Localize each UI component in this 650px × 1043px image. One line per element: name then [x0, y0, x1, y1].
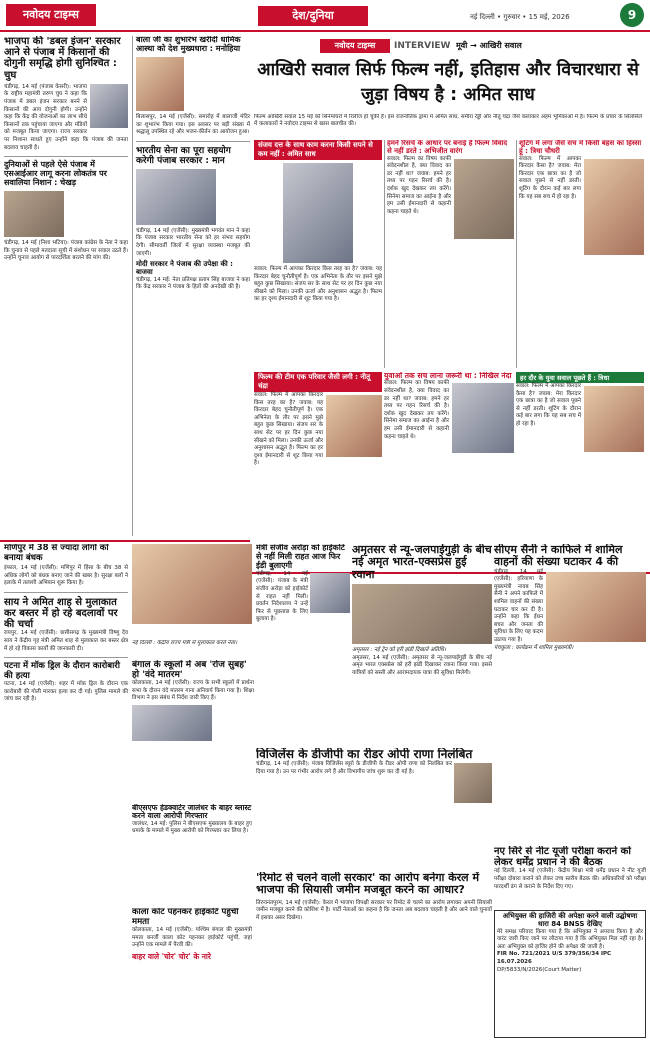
interview-band-3 [516, 372, 644, 568]
story-headline: दुनियाओं से पहले ऐसे पंजाब में एसआईआर लागू करना लोकतंत्र पर सवालिया निशान : चेखड़ [4, 160, 107, 187]
news-photo [132, 705, 212, 741]
story-headline: मोदी सरकार ने पंजाब की उपेक्षा की : बाजवा [136, 260, 233, 277]
story-remote [256, 872, 492, 1038]
news-photo [132, 544, 252, 624]
masthead-logo: नवोदय टाइम्स [6, 4, 96, 26]
story-body: पटना, 14 मई (एजेंसी): शहर में मॉक ड्रिल के दौरान एक कारोबारी की गोली मारकर हत्या कर दी गई। पुलिस मामले की जांच कर रही है। [4, 681, 128, 703]
story-body: चंडीगढ़, 14 मई (एजेंसी): पंजाब के मंत्री संजीव अरोड़ा को हाईकोर्ट से राहत नहीं मिली। प्रवर्तन निदेशालय ने उन्हें फिर से पूछताछ के लिए बुलाया है। [256, 570, 308, 623]
interview-band-row [254, 372, 644, 568]
story-bsf [132, 804, 252, 904]
story-headline: भारतीय सेना का पूरा सहयोग करेगी पंजाब सरकार : मान [136, 145, 231, 166]
notice-title: अभियुक्त की हाजिरी की अपेक्षा करने वाली उद्घोषणा [502, 912, 638, 920]
notice-fir: FIR No. 721/2021 U/S 379/356/34 IPC [497, 951, 612, 958]
story-headline: बाला जी का शुभारंभ खरीदी धार्मिक आस्था को देश मुख्यधारा : मनोहिया [136, 36, 241, 53]
story-saini [494, 544, 646, 844]
column-2 [132, 36, 250, 536]
story-bengal [132, 660, 254, 800]
story-headline: पटना में मॉक ड्रिल के दौरान कारोबारी की हत्या [4, 661, 120, 681]
train-photo [352, 584, 492, 644]
person-photo [310, 573, 350, 613]
interview-col-3 [516, 140, 644, 368]
band-body: सवाल: फिल्म का विषय काफी संवेदनशील है, क्या विवाद का डर नहीं था? जवाब: हमने हर तथ्य पर गहन रिसर्च की है। दर्शक खुद देखकर तय करेंगे। सिनेमा समाज का आईना है और हम उसी ईमानदारी से कहानी कहना चाहते थे। [384, 380, 449, 440]
story-headline: काला कोट पहनकर हाईकोर्ट पहुंची ममता [132, 908, 239, 927]
notice-date: 16.07.2026 [497, 959, 532, 966]
story-kala-coat [132, 908, 252, 1038]
story-headline: साय ने अमित शाह से मुलाकात कर बस्तर में हो रहे बदलावों पर की चर्चा [4, 596, 118, 631]
story-headline: अमृतसर से न्यू-जलपाईगुड़ी के बीच नई अमृत भारत-एक्सप्रेस हुई रवाना [352, 544, 492, 581]
interview-band-1 [254, 372, 382, 568]
band-body: सवाल: फिल्म में आपका किरदार कैसा है? जवाब: मेरा किरदार एक छात्रा का है जो सवाल पूछने से नहीं डरती। शूटिंग के दौरान कई बार लगा कि यह सब सच में हो रहा है। [516, 383, 581, 427]
person-photo [454, 763, 492, 803]
interview-label: INTERVIEW [394, 41, 451, 51]
person-photo [136, 57, 184, 111]
dateline: नई दिल्ली • गुरुवार • 15 मई, 2026 [470, 13, 570, 21]
divider [0, 540, 250, 542]
story-body: चंडीगढ़, 14 मई (एजेंसी): हरियाणा के मुख्यमंत्री नायब सिंह सैनी ने अपने काफिले में शामिल वाहनों की संख्या घटाकर चार कर दी है। उन्होंने कहा कि ईंधन बचत और जनता की सुविधा के लिए यह कदम उठाया गया है। [494, 568, 543, 643]
story-headline: विजिलेंस के डीजीपी का रीडर ओपी राणा निलंबित [256, 748, 473, 761]
interview-col-head: शूटिंग में लगा जैसे सच में किसी बहस का हिस्सा हूं : त्रिधा चौधरी [519, 140, 642, 155]
photo-caption: पंचकूला : कार्यक्रम में शामिल मुख्यमंत्री। [494, 644, 574, 651]
interview-headline: आखिरी सवाल सिर्फ फिल्म नहीं, इतिहास और विचारधारा से जुड़ा विषय है : अमित साध [257, 60, 639, 105]
interview-col-body: सवाल: फिल्म में आपका किरदार कैसा है? जवाब: मेरा किरदार एक छात्रा का है जो सवाल पूछने से नहीं डरती। शूटिंग के दौरान कई बार लगा कि यह सब सच में हो रहा है। [519, 155, 581, 200]
photo-caption: नई दिल्ली : केंद्रीय राज्य मंत्री से मुलाकात करते नेता। [132, 640, 238, 646]
band-body: सवाल: फिल्म में आपका किरदार किस तरह का है? जवाब: यह किरदार बेहद चुनौतीपूर्ण है। एक अभिनेता के तौर पर इसने मुझे बहुत कुछ सिखाया। संजय सर के साथ सेट पर हर दिन कुछ नया सीखने को मिला। उनकी ऊर्जा और अनुशासन अद्भुत है। फिल्म का हर दृश्य ईमानदारी से शूट किया गया है। [254, 392, 323, 467]
interview-tag2: मूवी → आखिरी सवाल [456, 41, 522, 50]
story-dgp [256, 748, 492, 868]
actor-photo [283, 163, 353, 263]
story-headline: मणिपुर में 38 से ज्यादा लोगों को बनाया बंधक [4, 544, 109, 563]
story-body: चंडीगढ़, 14 मई (निशा भटिया): पंजाब कांग्रेस के नेता ने कहा कि चुनाव से पहले मतदाता सूची में संशोधन पर सवाल उठते हैं। उन्होंने चुनाव आयोग से पारदर्शिता बरतने की मांग की। [4, 239, 128, 262]
band-title: युवाओं तक सच लाना जरूरी था : निखिल नंदा [384, 372, 512, 380]
interview-band-2 [384, 372, 514, 568]
person-photo [4, 191, 64, 237]
photo-caption: अमृतसर : नई ट्रेन को हरी झंडी दिखाते अतिथि। [352, 646, 446, 653]
person-photo [136, 169, 216, 225]
actress-photo [584, 159, 644, 255]
story-body: कोलकाता, 14 मई (एजेंसी): पश्चिम बंगाल की मुख्यमंत्री ममता बनर्जी काला कोट पहनकर हाईकोर्ट पहुंचीं, जहां उन्होंने एक मामले में पैरवी की। [132, 927, 252, 949]
person-photo [90, 84, 128, 128]
story-body: चंडीगढ़, 14 मई: नेता प्रतिपक्ष प्रताप सिंह बाजवा ने कहा कि केंद्र सरकार ने पंजाब के हितों की अनदेखी की है। [136, 276, 250, 291]
story-body: अमृतसर, 14 मई (एजेंसी): अमृतसर से न्यू-जलपाईगुड़ी के बीच नई अमृत भारत एक्सप्रेस को हरी झंडी दिखाकर रवाना किया गया। इससे यात्रियों को सस्ती और आरामदायक यात्रा की सुविधा मिलेगी। [352, 654, 492, 676]
story-body: कोलकाता, 14 मई (एजेंसी): राज्य के सभी स्कूलों में प्रार्थना सभा के दौरान वंदे मातरम गाना अनिवार्य किया गया है। शिक्षा विभाग ने इस संबंध में निर्देश जारी किए हैं। [132, 680, 254, 702]
interview-logo: नवोदय टाइम्स [320, 39, 390, 53]
story-headline: बंगाल के स्कूलों में अब 'रोज सुबह' हो 'वंदे मातरम' [132, 660, 247, 681]
notice-subtitle: धारा 84 BNSS देखिए [538, 919, 602, 928]
interview-intro: फिल्म आखिरी सवाल 15 मई को सिनेमाघरों में रिलीज हो चुकी है। इस राजनीतिक ड्रामा में अमित साध, समीरा रेड्डी और नीतू चंद्रा जैसे कलाकार अहम भूमिकाओं में हैं। फिल्म के प्रचार के सिलसिले में कलाकारों ने नवोदय टाइम्स से खास बातचीत की। [254, 114, 642, 128]
event-photo [546, 572, 646, 642]
band-title: हर दौर के युवा सवाल पूछते हैं : त्रिधा [516, 372, 644, 383]
pull-quote: बाहर वाले 'चोर' चोर' के नारे [132, 951, 211, 961]
actress-photo [584, 386, 644, 452]
producer-photo [452, 383, 514, 453]
story-body: चंडीगढ़, 14 मई (एजेंसी): मुख्यमंत्री भगवंत मान ने कहा कि पंजाब सरकार भारतीय सेना को हर संभव सहयोग देगी। सीमावर्ती जिलों में सुरक्षा व्यवस्था मजबूत की जाएगी। [136, 227, 250, 257]
interview-col-head: संजय दत्त के साथ काम करना किसी सपने से कम नहीं : अमित साध [254, 140, 382, 160]
interview-col-1 [254, 140, 382, 368]
interview-col-body: सवाल: फिल्म में आपका किरदार किस तरह का है? जवाब: यह किरदार बेहद चुनौतीपूर्ण है। एक अभिनेता के तौर पर इसने मुझे बहुत कुछ सिखाया। संजय सर के साथ सेट पर हर दिन कुछ नया सीखने को मिला। उनकी ऊर्जा और अनुशासन अद्भुत है। फिल्म का हर दृश्य ईमानदारी से शूट किया गया है। [254, 266, 382, 303]
story-body: जालंधर, 14 मई: पुलिस ने बीएसएफ मुख्यालय के बाहर हुए धमाके के मामले में मुख्य आरोपी को गिरफ्तार कर लिया है। [132, 820, 252, 835]
story-headline: मंत्री संजीव अरोड़ा को हाईकोर्ट से नहीं मिली राहत आज फिर ईडी बुलाएगी [256, 544, 345, 570]
left-bottom-column [4, 544, 128, 1034]
section-title: देश/दुनिया [258, 6, 368, 26]
interview-section [250, 36, 646, 570]
interview-tag [250, 36, 646, 56]
interview-col-head: हमने रिसर्च के आधार पर बनाई है फिल्म विवाद से नहीं डरते : अभिजीत वारंग [387, 140, 508, 155]
actress-photo [326, 395, 382, 457]
story-headline: 'रिमोट से चलने वाली सरकार' का आरोप बनेगा केरल में भाजपा की सियासी जमीन मजबूत करने का आधार? [256, 872, 480, 897]
story-body: इंफाल, 14 मई (एजेंसी): मणिपुर में हिंसा के बीच 38 से अधिक लोगों को बंधक बनाए जाने की खबर है। सुरक्षा बलों ने इलाके में तलाशी अभियान शुरू किया है। [4, 565, 128, 587]
story-body: बिलासपुर, 14 मई (एजेंसी): समारोह में बालाजी मंदिर का शुभारंभ किया गया। इस अवसर पर बड़ी संख्या में श्रद्धालु उपस्थित रहे और भजन-कीर्तन का आयोजन हुआ। [136, 113, 250, 136]
masthead [0, 0, 650, 32]
story-neet [494, 846, 646, 906]
interview-col-2 [384, 140, 514, 368]
photo-story [132, 544, 252, 634]
notice-body: मेरे समक्ष परिवाद किया गया है कि अभियुक्त ने अपराध किया है और वारंट जारी किए जाने पर लौटाया गया है कि अभियुक्त मिल नहीं रहा है। अतः अभियुक्त को हाजिर होने की अपेक्षा की जाती है। [497, 928, 643, 950]
interview-col-body: सवाल: फिल्म का विषय काफी संवेदनशील है, क्या विवाद का डर नहीं था? जवाब: हमने हर तथ्य पर गहन रिसर्च की है। दर्शक खुद देखकर तय करेंगे। सिनेमा समाज का आईना है और हम उसी ईमानदारी से कहानी कहना चाहते थे। [387, 155, 451, 215]
director-photo [454, 159, 514, 239]
story-headline: सीएम सैनी ने काफिले में शामिल वाहनों की संख्या घटाकर 4 की [494, 544, 623, 569]
notice-footer: DP/5833/N/2026(Court Matter) [497, 966, 582, 973]
story-body: रायपुर, 14 मई (एजेंसी): छत्तीसगढ़ के मुख्यमंत्री विष्णु देव साय ने केंद्रीय गृह मंत्री अमित शाह से मुलाकात कर बस्तर क्षेत्र में हो रहे विकास कार्यों की जानकारी दी। [4, 630, 128, 652]
story-headline: बीएसएफ हेडक्वार्टर जालंधर के बाहर ब्लास्ट करने वाला आरोपी गिरफ्तार [132, 804, 252, 821]
story-headline: नए सिरे से नीट यूजी परीक्षा कराने को लेकर धर्मेंद्र प्रधान ने की बैठक [494, 846, 631, 869]
band-title: फिल्म की टीम एक परिवार जैसी लगी : नीतू चंद्रा [254, 372, 382, 392]
story-body: नई दिल्ली, 14 मई (एजेंसी): केंद्रीय शिक्षा मंत्री धर्मेंद्र प्रधान ने नीट यूजी परीक्षा दोबारा कराने को लेकर उच्च स्तरीय बैठक की। अधिकारियों को परीक्षा पारदर्शी ढंग से कराने के निर्देश दिए गए। [494, 868, 646, 890]
legal-notice [494, 910, 646, 1038]
lead-headline: भाजपा की 'डबल इंजन' सरकार आने से पंजाब में किसानों की दोगुनी समृद्धि होगी सुनिश्चित : चुघ [4, 36, 121, 81]
lead-body: चंडीगढ़, 14 मई (पंजाब केसरी): भाजपा के राष्ट्रीय महामंत्री तरुण चुघ ने कहा कि पंजाब में डबल इंजन सरकार बनने से किसानों की आय दोगुनी होगी। उन्होंने कहा कि केंद्र की योजनाओं का लाभ सीधे किसानों तक पहुंचाया जाएगा और मंडियों को मजबूत किया जाएगा। राज्य सरकार पर निशाना साधते हुए उन्होंने कहा कि पंजाब की जनता बदलाव चाहती है। [4, 83, 128, 151]
story-body: चंडीगढ़, 14 मई (एजेंसी): पंजाब विजिलेंस ब्यूरो के डीजीपी के रीडर ओपी राणा को निलंबित कर दिया गया है। उन पर गंभीर आरोप लगे हैं और विभागीय जांच शुरू कर दी गई है। [256, 761, 452, 776]
page-number: 9 [620, 3, 644, 27]
story-body: तिरुवनंतपुरम, 14 मई (एजेंसी): केरल में भाजपा विपक्षी सरकार पर रिमोट से चलने का आरोप लगाकर अपनी सियासी जमीन मजबूत करने की कोशिश में है। पार्टी नेताओं का कहना है कि जनता अब बदलाव चाहती है और आने वाले चुनावों में इसका असर दिखेगा। [256, 899, 492, 921]
